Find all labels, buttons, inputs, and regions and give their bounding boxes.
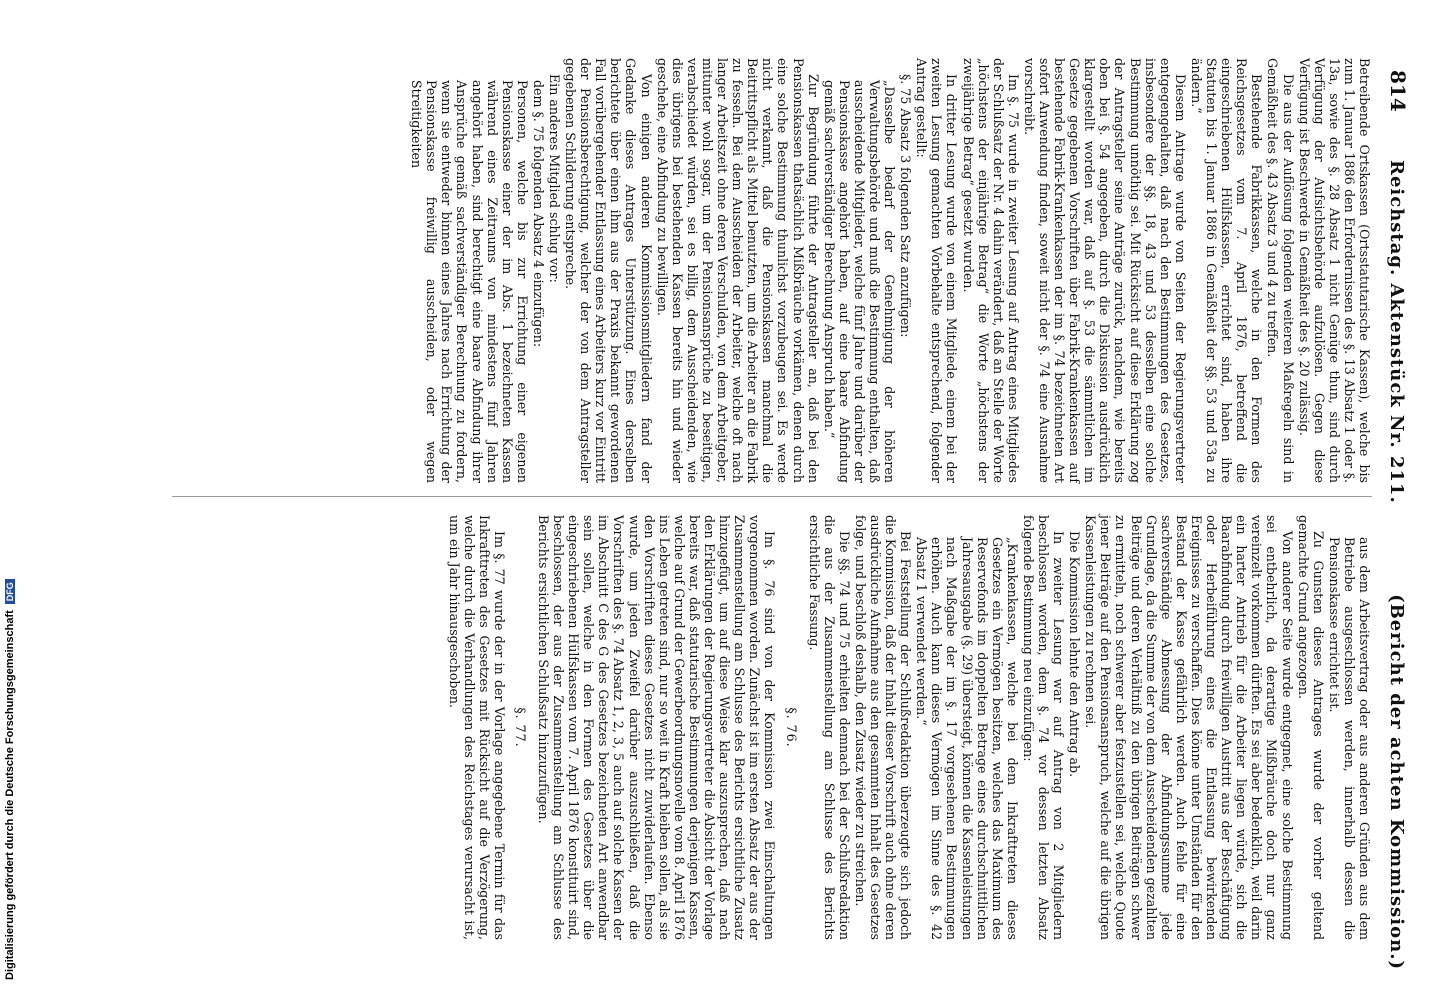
page-subtitle: (Bericht der achten Kommission.) <box>1386 594 1407 970</box>
paragraph: Diesem Antrage wurde von Seiten der Regierungsvertreter entgegengehalten, daß nach den Bestimmungen des Gesetzes, insbesondere der §§. 18, 43 und 53 desselben eine solche Bestimmung unnöthig sei. Mit Rücksicht auf diese Erklärung zog der Antragsteller seine Anträge zurück, nachdem, wie bereits oben bei §. 54 angegeben, durch die Diskussion ausdrücklich klargestellt worden war, daß auf §. 53 die sämmtlichen im Gesetze gegebenen Vorschriften über Fabrik-Krankenkassen auf bestehende Fabrik-Krankenkassen der im §. 74 bezeichneten Art sofort Anwendung finden, soweit nicht der §. 74 eine Ausnahme vorschreibt. <box>1021 58 1188 483</box>
footer <box>0 0 16 1000</box>
footer-credit-text: Digitalisierung gefördert durch die Deutsche Forschungsgemeinschaft <box>4 610 16 980</box>
paragraph: Im §. 75 wurde in zweiter Lesung auf Antrag eines Mitgliedes der Schlußsatz der Nr. 4 dahin verändert, daß an Stelle der Worte „höchstens der einjährige Betrag“ die Worte „höchstens der zweijährige Betrag“ gesetzt wurden. <box>960 58 1021 483</box>
paragraph: „Dasselbe bedarf der Genehmigung der höheren Verwaltungsbehörde und muß die Bestimmung enthalten, daß ausscheidende Mitglieder, welche fünf Jahre und darüber der Pensionskasse angehört haben, auf eine baare Abfindung gemäß sachverständiger Berechnung Anspruch haben.“ <box>821 80 898 483</box>
column-divider <box>172 496 1372 497</box>
paragraph: §. 75 Absatz 3 folgenden Satz anzufügen: <box>898 74 914 338</box>
paragraph: In zweiter Lesung war auf Antrag von 2 Mitgliedern beschlossen worden, dem §. 74 vor dessen letzten Absatz folgende Bestimmung neu einzufügen: <box>1020 515 1067 940</box>
dfg-logo: DFG <box>5 579 15 604</box>
paragraph: Im §. 76 sind von der Kommission zwei Einschaltungen vorgenommen worden. Zunächst ist im ersten Absatz der aus der Zusammenstellung am Schlusse des Berichts ersichtliche Zusatz hinzugefügt, um auf diese Weise klar auszusprechen, daß nach den Erklärungen der Regierungsvertreter die Absicht der Vorlage bereits war, daß statutarische Bestimmungen derjenigen Kassen, welche auf Grund der Gewerbeordnungsnovelle vom 8. April 1876 ins Leben getreten sind, nur so weit in Kraft bleiben sollen, als sie den Vorschriften dieses Gesetzes nicht zuwiderlaufen. Ebenso wurde, um jeden Zweifel darüber auszuschließen, daß die Vorschriften des §. 74 Absatz 1, 2, 3, 5 auch auf solche Kassen der im Abschnitt C des G des Gesetzes bezeichneten Art anwendbar sein sollen, welche in den Formen des Gesetzes über die eingeschriebenen Hülfskassen vom 7. April 1876 konstituirt sind, beschlossen, der aus der Zusammenstellung am Schlusse des Berichts ersichtlichen Schlußsatz hinzuzufügen. <box>536 515 778 940</box>
paragraph: In dritter Lesung wurde von einem Mitgliede, einem bei der zweiten Lesung gemachten Vorbehalte entsprechend, folgender Antrag gestellt: <box>914 58 960 483</box>
page-number: 814 <box>1386 70 1410 112</box>
page-title: Reichstag. Aktenstück Nr. 211. <box>1386 160 1407 504</box>
paragraph: Personen, welche bis zur Errichtung einer eigenen Pensionskasse einer der im Abs. 1 bezeichneten Kassen während eines Zeitraums von mindestens fünf Jahren angehört haben, sind berechtigt eine baare Abfindung ihrer Ansprüche gemäß sachverständiger Berechnung zu fordern, wenn sie entweder binnen eines Jahres nach Errichtung der Pensionskasse freiwillig ausscheiden, oder wegen Streitigkeiten <box>409 80 530 483</box>
paragraph: Betreibende Ortskassen (Ortsstatutarische Kassen), welche bis zum 1. Januar 1886 den Erfordernissen des §. 13 Absatz 1 oder §. 13a, sowie des §. 28 Absatz 1 nicht Genüge thun, sind durch Verfügung der Aufsichtsbehörde aufzulösen. Gegen diese Verfügung ist Beschwerde in Gemäßheit des §. 20 zulässig. <box>1296 58 1372 483</box>
paragraph: Bestehende Fabrikkassen, welche in den Formen des Reichsgesetzes vom 7. April 1876, betreffend die eingeschriebenen Hülfskassen, errichtet sind, haben ihre Statuten bis 1. Januar 1886 in Gemäßheit der §§. 53 und 53a zu ändern.“ <box>1188 58 1265 483</box>
footer-credit <box>4 579 16 980</box>
paragraph: Im §. 77 wurde der in der Vorlage angegebene Termin für das Inkrafttreten des Gesetzes mit Rücksicht auf die Verzögerung, welche durch die Verhandlungen des Reichstages verursacht ist, um ein Jahr hinausgeschoben. <box>446 515 507 940</box>
document-page <box>142 0 1432 1000</box>
paragraph: Zu Gunsten dieses Antrages wurde der vorher geltend gemachte Grund angezogen. <box>1295 515 1326 940</box>
paragraph: Die Kommission lehnte den Antrag ab. <box>1067 531 1083 778</box>
paragraph: Von anderer Seite wurde entgegnet, eine solche Bestimmung sei entbehrlich, da derartige Mißbräuche doch nur ganz vereinzelt vorkommen dürften. Es sei aber bedenklich, weil darin ein harter Antrieb für die Arbeiter liegen würde, sich die Baarabfindung durch freiwilligen Austritt aus der Beschäftigung oder Herbeiführung eines die Entlassung bewirkenden Ereignisses zu verschaffen. Dies könne unter Umständen für den Bestand der Kasse gefährlich werden. Auch fehle für eine sachverständige Abmessung der Abfindungssumme jede Grundlage, da die Summe der von dem Ausscheidenden gezahlten Beiträge und deren Verhältniß zu den übrigen Beiträgen schwer zu ermitteln, noch schwerer aber festzustellen sei, welche Quote jener Beiträge auf den Pensionsanspruch, welche auf die übrigen Kassenleistungen zu rechnen sei. <box>1083 515 1295 940</box>
paragraph: aus dem Arbeitsvertrag oder aus anderen Gründen aus dem Betriebe ausgeschlossen werden, innerhalb dessen die Pensionskasse errichtet ist. <box>1326 537 1372 940</box>
paragraph: Die aus der Auflösung folgenden weiteren Maßregeln sind in Gemäßheit des §. 43 Absatz 3 und 4 zu treffen. <box>1265 58 1296 483</box>
right-column <box>445 515 1372 940</box>
paragraph: Ein anderes Mitglied schlug vor: <box>547 74 563 283</box>
paragraph: „Krankenkassen, welche bei dem Inkrafttreten dieses Gesetzes ein Vermögen besitzen, welches das Maximum des Reservefonds im doppelten Betrage eines durchschnittlichen Jahresausgabe (§. 29) übersteigt, können die Kassenleistungen nach Maßgabe der im §. 17 vorgesehenen Bestimmungen erhöhen. Auch kann dieses Vermögen im Sinne des §. 42 Absatz 1 verwendet werden.“ <box>914 537 1020 940</box>
paragraph: dem §. 75 folgenden Absatz 4 einzufügen: <box>530 80 546 348</box>
paragraph: Die §§. 74 und 75 erhielten demnach bei der Schlußredaktion die aus der Zusammenstellung am Schlusse des Berichts ersichtliche Fassung. <box>806 515 852 940</box>
page-header <box>1382 70 1410 970</box>
left-column <box>408 58 1372 483</box>
paragraph: Bei Feststellung der Schlußredaktion überzeugte sich jedoch die Kommission, daß der Inhalt dieser Vorschrift auch ohne deren ausdrückliche Aufnahme aus den gesammten Inhalt des Gesetzes folge, und beschloß deshalb, den Zusatz wieder zu streichen. <box>852 515 914 940</box>
section-heading: §. 76. <box>783 707 799 748</box>
section-heading: §. 77. <box>512 707 528 748</box>
paragraph: Zur Begründung führte der Antragsteller an, daß bei den Pensionskassen thatsächlich Mißbräuche vorkämen, denen durch eine solche Bestimmung thunlichst vorzubeugen sei. Es werde nicht verkannt, daß die Pensionskassen manchmal die Beitrittspflicht als Mittel benutzten, um die Arbeiter an die Fabrik zu fesseln. Bei dem Ausscheiden der Arbeiter, welche oft nach langer Arbeitszeit ohne deren Verschulden, von dem Arbeitgeber, mitunter wohl sogar, um der Pensionsansprüche zu beseitigen, verabschiedet würden, sei es billig, dem Ausscheidenden, wie dies übrigens bei bestehenden Kassen bereits hin und wieder geschehe, eine Abfindung zu bewilligen. <box>654 58 821 483</box>
paragraph: Von einigen anderen Kommissionsmitgliedern fand der Gedanke dieses Antrages Unterstützung. Eines derselben berichtete über einen ihm aus der Praxis bekannt gewordenen Fall vorübergehender Entlassung eines Arbeiters kurz vor Eintritt der Pensionsberechtigung, welcher der von dem Antragsteller gegebenen Schilderung entspreche. <box>563 58 654 483</box>
